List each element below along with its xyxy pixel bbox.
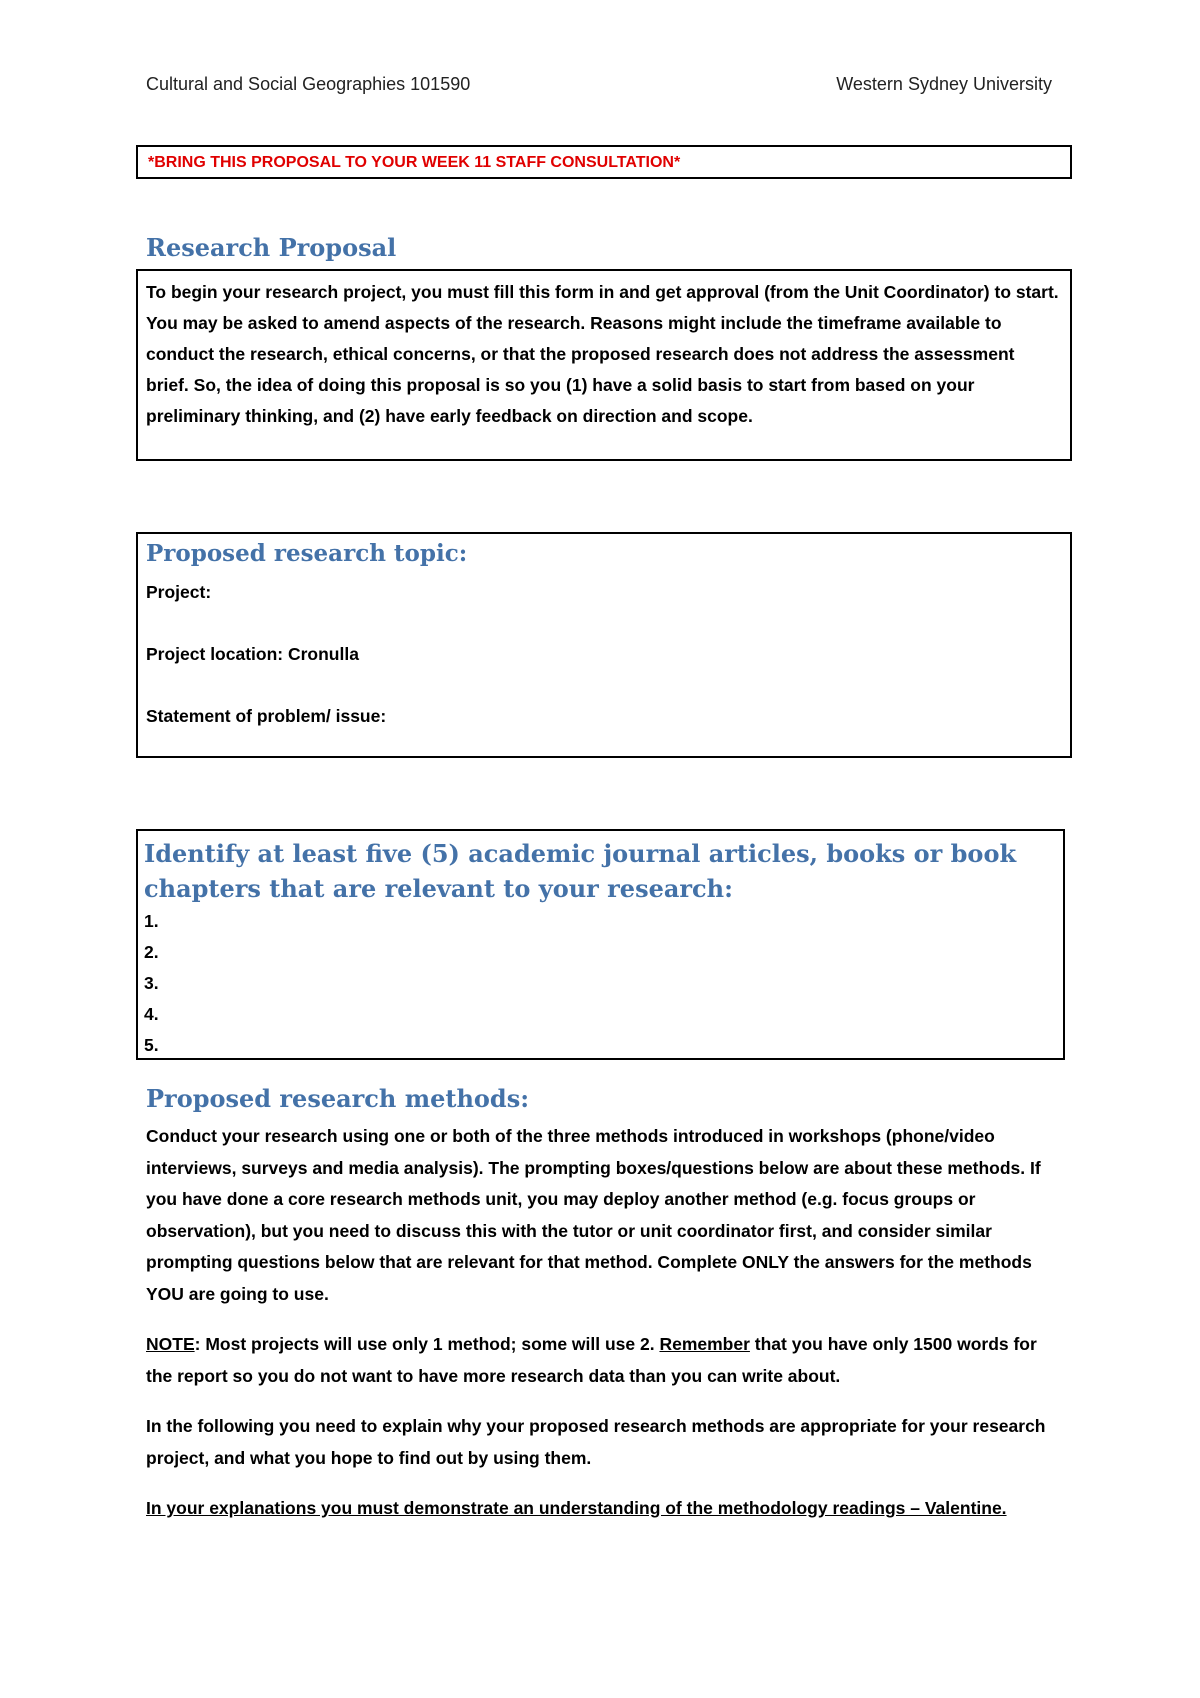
methods-note xyxy=(146,1329,1066,1392)
methods-readings: In your explanations you must demonstrate an understanding of the methodology readings – Valentine. xyxy=(146,1498,1007,1518)
project-location-label: Project location: Cronulla xyxy=(146,644,359,664)
consultation-banner: *BRING THIS PROPOSAL TO YOUR WEEK 11 STAFF CONSULTATION* xyxy=(136,145,1072,179)
methods-section xyxy=(146,1084,1066,1544)
reference-item: 4. xyxy=(144,1004,159,1024)
methods-explain: In the following you need to explain why your proposed research methods are appropriate for your research project, and what you hope to find out by using them. xyxy=(146,1416,1046,1468)
statement-label: Statement of problem/ issue: xyxy=(146,706,387,726)
intro-text: To begin your research project, you must fill this form in and get approval (from the Unit Coordinator) to start. You may be asked to amend aspects of the research. Reasons might include the timeframe available to conduct the research, ethical concerns, or that the proposed research does not address the assessment brief. So, the idea of doing this proposal is so you (1) have a solid basis to start from based on your preliminary thinking, and (2) have early feedback on direction and scope. xyxy=(146,282,1059,426)
intro-box xyxy=(136,269,1072,461)
topic-heading: Proposed research topic: xyxy=(146,540,468,567)
reference-item: 3. xyxy=(144,973,159,993)
topic-box xyxy=(136,532,1072,758)
header-university: Western Sydney University xyxy=(836,74,1052,94)
references-heading: Identify at least five (5) academic journal articles, books or book chapters that are relevant to your research: xyxy=(144,839,1017,903)
reference-item: 2. xyxy=(144,942,159,962)
project-label: Project: xyxy=(146,582,212,602)
methods-heading: Proposed research methods: xyxy=(146,1084,530,1113)
note-label: NOTE xyxy=(146,1334,195,1354)
research-proposal-heading: Research Proposal xyxy=(146,233,397,262)
methods-intro: Conduct your research using one or both of the three methods introduced in workshops (phone/video interviews, surveys and media analysis). The prompting boxes/questions below are about these methods. If you have done a core research methods unit, you may deploy another method (e.g. focus groups or observation), but you need to discuss this with the tutor or unit coordinator first, and consider similar prompting questions below that are relevant for that method. Complete ONLY the answers for the methods YOU are going to use. xyxy=(146,1126,1041,1304)
note-text: : Most projects will use only 1 method; some will use 2. xyxy=(194,1334,660,1354)
header-course: Cultural and Social Geographies 101590 xyxy=(146,74,471,94)
reference-item: 1. xyxy=(144,911,159,931)
remember-label: Remember xyxy=(659,1334,750,1354)
note-text-b: that you have only 1500 words for the report so you do not want to have more research data than you can write about. xyxy=(146,1334,1037,1386)
reference-item: 5. xyxy=(144,1035,159,1055)
references-box xyxy=(136,829,1065,1060)
